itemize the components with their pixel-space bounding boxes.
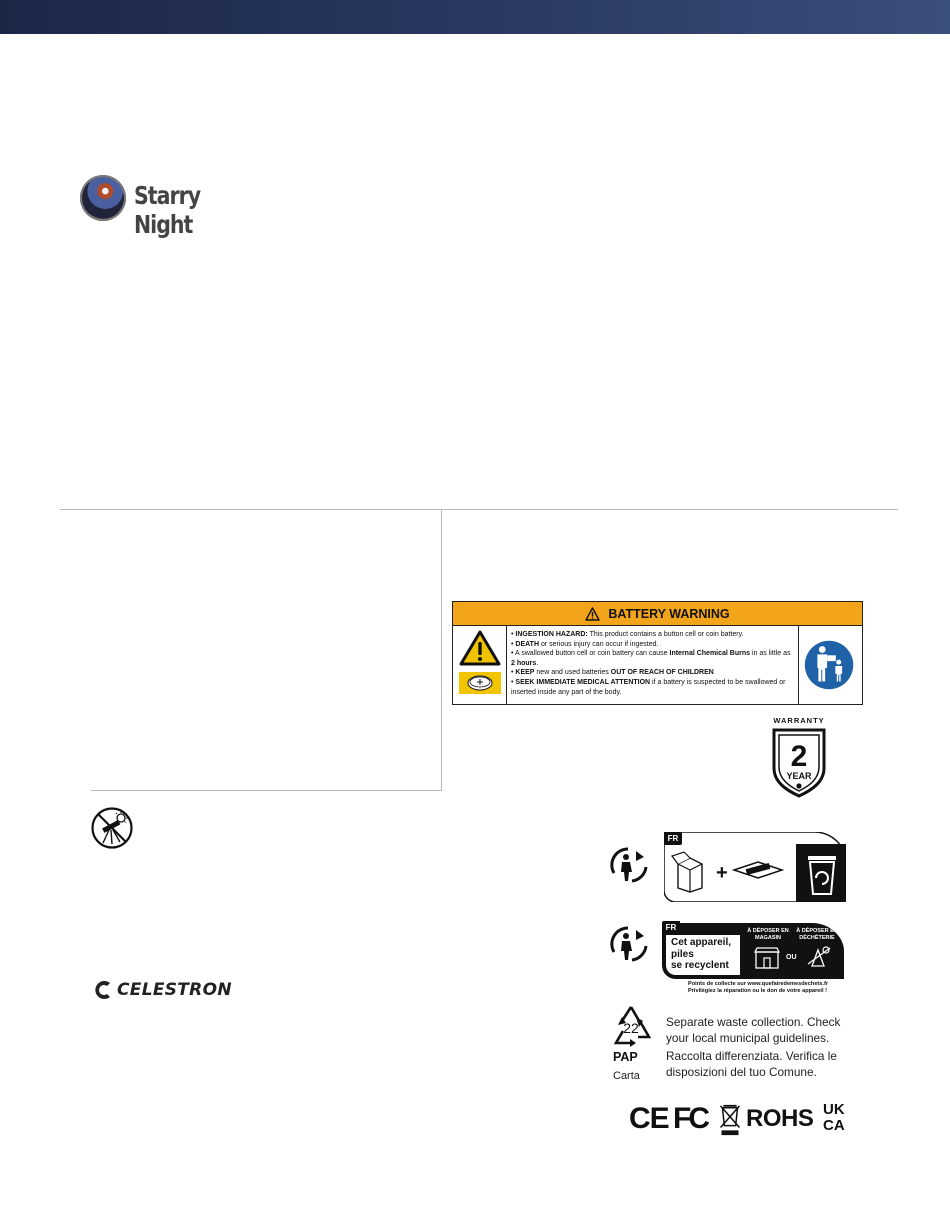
waste-center-icon <box>804 944 834 970</box>
warranty-badge <box>768 716 830 798</box>
hazard-triangle-icon <box>461 632 499 664</box>
warning-item: • DEATH or serious injury can occur if ingested. <box>511 640 659 648</box>
pap-material: Carta <box>613 1070 640 1082</box>
top-banner <box>0 0 950 34</box>
ukca-mark-top: UK <box>823 1101 845 1118</box>
warning-item: • KEEP new and used batteries OUT OF REACH OF CHILDREN <box>511 669 714 677</box>
warranty-number: 2 <box>790 740 808 773</box>
rohs-mark: ROHS <box>746 1105 814 1132</box>
warning-item: • SEEK IMMEDIATE MEDICAL ATTENTION if a battery is suspected to be swallowed or inserted inside any part of the body. <box>511 678 786 696</box>
ukca-mark-bottom: CA <box>823 1117 845 1134</box>
fr-tag: FR <box>664 832 682 845</box>
celestron-wordmark: CELESTRON <box>117 980 232 1000</box>
store-icon <box>752 946 782 970</box>
recycling-note-italian: Raccolta differenziata. Verifica le disposizioni del tuo Comune. <box>666 1049 837 1079</box>
triman-info-panel-products <box>664 832 846 902</box>
section-divider <box>60 509 898 510</box>
ce-mark: CE <box>629 1102 669 1135</box>
starry-night-logo <box>80 175 250 239</box>
battery-warning-label <box>452 601 863 705</box>
or-label: OU <box>786 954 797 961</box>
no-sun-viewing-icon <box>90 806 134 850</box>
celestron-swoosh-icon <box>91 979 113 1001</box>
battery-warning-text <box>511 630 796 697</box>
celestron-logo <box>91 979 232 1001</box>
deposit-center-label: À DÉPOSER EN DÉCHÈTERIE <box>796 928 838 941</box>
battery-warning-header <box>453 602 862 626</box>
warning-item: • INGESTION HAZARD: This product contains a button cell or coin battery. <box>511 631 744 638</box>
coin-battery-icon <box>459 672 501 694</box>
keep-away-from-children-cell <box>798 626 862 704</box>
column-divider <box>441 510 442 791</box>
hazard-icons-cell <box>453 626 507 704</box>
recycling-triangle-icon <box>608 1003 654 1049</box>
warranty-label: WARRANTY <box>773 716 825 725</box>
battery-warning-title: BATTERY WARNING <box>608 606 730 621</box>
starry-night-wordmark: Starry Night <box>134 181 201 239</box>
left-panel-bottom-rule <box>91 790 442 791</box>
device-recycle-text: Cet appareil, piles se recyclent <box>671 937 732 971</box>
fcc-mark: FC <box>673 1102 707 1135</box>
triman-recycling-icon <box>606 843 650 887</box>
warranty-shield-icon <box>768 726 830 798</box>
warning-item: • A swallowed button cell or coin battery can cause Internal Chemical Burns in as little as 2 hours. <box>511 650 791 667</box>
pap-code: PAP <box>613 1050 638 1064</box>
warning-triangle-icon <box>585 607 600 621</box>
deposit-store-label: À DÉPOSER EN MAGASIN <box>747 928 789 941</box>
pap-number: 22 <box>623 1020 639 1036</box>
collection-points-text: Points de collecte sur www.quefairedemesdechets.fr Privilégiez la réparation ou le don de votre appareil ! <box>688 981 828 994</box>
fr-tag: FR <box>662 921 680 934</box>
paper-recycling-info <box>603 1003 863 1087</box>
svg-text:+: + <box>716 862 728 884</box>
weee-crossed-bin-icon <box>719 1103 741 1137</box>
hazard-icons <box>453 626 507 704</box>
starry-night-orb-icon <box>80 175 126 221</box>
recycling-note-english: Separate waste collection. Check your local municipal guidelines. <box>666 1015 841 1045</box>
triman-recycling-icon <box>606 922 650 966</box>
triman-info-panel-batteries <box>662 921 844 997</box>
compliance-marks <box>629 1102 855 1138</box>
warranty-unit: YEAR <box>786 771 812 781</box>
keep-away-from-children-icon <box>799 626 861 704</box>
